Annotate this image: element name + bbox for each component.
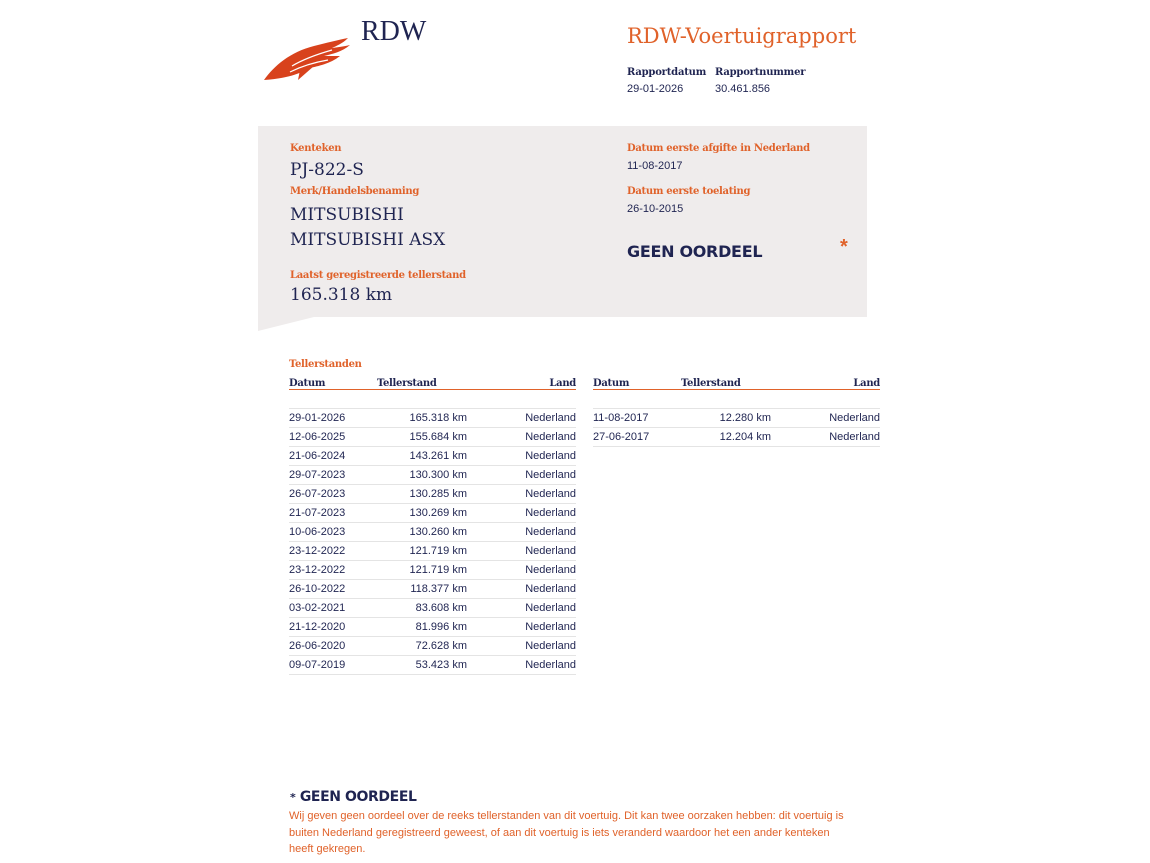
toelating-value: 26-10-2015 bbox=[627, 203, 684, 215]
header-date: Datum bbox=[593, 376, 681, 390]
table-row bbox=[289, 409, 576, 428]
cell-reading: 118.377 km bbox=[377, 580, 467, 599]
odo-value: 165.318 km bbox=[290, 285, 393, 305]
cell-reading: 83.608 km bbox=[377, 599, 467, 618]
brand-name: RDW bbox=[361, 16, 427, 47]
footnote-title bbox=[290, 789, 417, 805]
cell-reading: 155.684 km bbox=[377, 428, 467, 447]
handelsbenaming-value: MITSUBISHI ASX bbox=[290, 230, 446, 250]
cell-date: 29-07-2023 bbox=[289, 466, 377, 485]
report-number-value: 30.461.856 bbox=[715, 83, 771, 95]
table-row bbox=[289, 542, 576, 561]
cell-date: 23-12-2022 bbox=[289, 542, 377, 561]
table-row bbox=[289, 561, 576, 580]
cell-date: 21-06-2024 bbox=[289, 447, 377, 466]
header-date: Datum bbox=[289, 376, 377, 390]
cell-date: 09-07-2019 bbox=[289, 656, 377, 675]
afgifte-value: 11-08-2017 bbox=[627, 160, 683, 172]
table-row bbox=[289, 599, 576, 618]
report-number-label: Rapportnummer bbox=[715, 67, 806, 78]
report-date-value: 29-01-2026 bbox=[627, 83, 684, 95]
cell-country: Nederland bbox=[467, 447, 576, 466]
cell-date: 26-10-2022 bbox=[289, 580, 377, 599]
cell-reading: 121.719 km bbox=[377, 542, 467, 561]
table-row bbox=[289, 447, 576, 466]
cell-date: 11-08-2017 bbox=[593, 409, 681, 428]
report-title: RDW-Voertuigrapport bbox=[627, 24, 857, 48]
table-row bbox=[289, 618, 576, 637]
verdict: GEEN OORDEEL bbox=[627, 242, 763, 261]
footnote-text: Wij geven geen oordeel over de reeks tellerstanden van dit voertuig. Dit kan twee oorzaken hebben: dit voertuig is buiten Nederland geregistreerd geweest, of aan dit voertuig is iets veranderd waardoor het een ander kenteken heeft gekregen. bbox=[289, 810, 844, 855]
cell-country: Nederland bbox=[467, 656, 576, 675]
cell-date: 29-01-2026 bbox=[289, 409, 377, 428]
cell-reading: 53.423 km bbox=[377, 656, 467, 675]
header-country: Land bbox=[771, 376, 880, 390]
table-row bbox=[289, 485, 576, 504]
cell-country: Nederland bbox=[467, 618, 576, 637]
cell-country: Nederland bbox=[467, 523, 576, 542]
cell-country: Nederland bbox=[467, 504, 576, 523]
cell-reading: 130.285 km bbox=[377, 485, 467, 504]
cell-date: 26-06-2020 bbox=[289, 637, 377, 656]
cell-reading: 130.269 km bbox=[377, 504, 467, 523]
cell-country: Nederland bbox=[771, 409, 880, 428]
report-date-label: Rapportdatum bbox=[627, 67, 707, 78]
cell-reading: 165.318 km bbox=[377, 409, 467, 428]
verdict-asterisk: * bbox=[840, 236, 848, 258]
cell-country: Nederland bbox=[467, 580, 576, 599]
cell-reading: 130.260 km bbox=[377, 523, 467, 542]
odometer-table-right bbox=[593, 376, 880, 447]
cell-date: 23-12-2022 bbox=[289, 561, 377, 580]
table-row bbox=[289, 466, 576, 485]
cell-country: Nederland bbox=[467, 428, 576, 447]
header-country: Land bbox=[467, 376, 576, 390]
cell-country: Nederland bbox=[467, 466, 576, 485]
header-reading: Tellerstand bbox=[377, 376, 467, 390]
merk-value: MITSUBISHI bbox=[290, 205, 404, 225]
cell-reading: 130.300 km bbox=[377, 466, 467, 485]
cell-date: 03-02-2021 bbox=[289, 599, 377, 618]
header-reading: Tellerstand bbox=[681, 376, 771, 390]
footnote-marker: * bbox=[290, 791, 296, 804]
table-row bbox=[289, 428, 576, 447]
cell-date: 27-06-2017 bbox=[593, 428, 681, 447]
rdw-logo-icon bbox=[262, 36, 352, 82]
cell-date: 10-06-2023 bbox=[289, 523, 377, 542]
odo-label: Laatst geregistreerde tellerstand bbox=[290, 270, 466, 281]
odometer-rows-right bbox=[593, 409, 880, 447]
odometer-rows-left bbox=[289, 409, 576, 675]
card-notch bbox=[258, 317, 314, 331]
table-row bbox=[289, 523, 576, 542]
cell-date: 21-12-2020 bbox=[289, 618, 377, 637]
cell-reading: 143.261 km bbox=[377, 447, 467, 466]
kenteken-label: Kenteken bbox=[290, 143, 342, 154]
cell-reading: 72.628 km bbox=[377, 637, 467, 656]
cell-reading: 121.719 km bbox=[377, 561, 467, 580]
cell-date: 12-06-2025 bbox=[289, 428, 377, 447]
cell-date: 26-07-2023 bbox=[289, 485, 377, 504]
cell-reading: 12.280 km bbox=[681, 409, 771, 428]
footnote-title-text: GEEN OORDEEL bbox=[299, 789, 417, 805]
odometer-table-left bbox=[289, 376, 576, 675]
cell-date: 21-07-2023 bbox=[289, 504, 377, 523]
table-row bbox=[289, 580, 576, 599]
merk-label: Merk/Handelsbenaming bbox=[290, 186, 420, 197]
kenteken-value: PJ-822-S bbox=[290, 160, 364, 180]
cell-country: Nederland bbox=[467, 409, 576, 428]
cell-reading: 12.204 km bbox=[681, 428, 771, 447]
table-row bbox=[289, 656, 576, 675]
cell-country: Nederland bbox=[467, 542, 576, 561]
cell-country: Nederland bbox=[467, 637, 576, 656]
table-row bbox=[289, 637, 576, 656]
cell-country: Nederland bbox=[467, 561, 576, 580]
cell-country: Nederland bbox=[771, 428, 880, 447]
cell-country: Nederland bbox=[467, 599, 576, 618]
toelating-label: Datum eerste toelating bbox=[627, 186, 751, 197]
table-row bbox=[593, 409, 880, 428]
table-row bbox=[289, 504, 576, 523]
afgifte-label: Datum eerste afgifte in Nederland bbox=[627, 143, 810, 154]
cell-reading: 81.996 km bbox=[377, 618, 467, 637]
odometer-title: Tellerstanden bbox=[289, 359, 362, 370]
table-row bbox=[593, 428, 880, 447]
cell-country: Nederland bbox=[467, 485, 576, 504]
